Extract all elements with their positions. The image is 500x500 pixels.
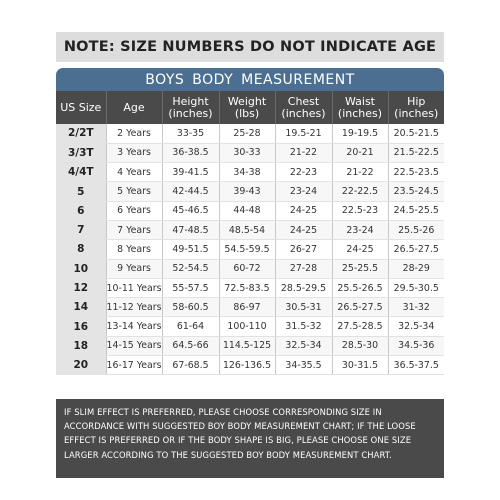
table-header-row (56, 91, 444, 124)
weight-cell: 39-43 (219, 182, 275, 201)
header-unit: (inches) (337, 106, 383, 120)
height-cell: 45-46.5 (162, 201, 219, 220)
fit-advice-footer: IF SLIM EFFECT IS PREFERRED, PLEASE CHOOSE CORRESPONDING SIZE IN ACCORDANCE WITH SUGGESTED BOY BODY MEASUREMENT CHART; IF THE LOOSE EFFECT IS PREFERRED OR IF THE BODY SHAPE IS BIG, PLEASE CHOOSE ONE SIZE LARGER ACCORDING TO THE SUGGESTED BOY BODY MEASUREMENT CHART. (56, 399, 444, 478)
size-cell: 8 (56, 240, 106, 259)
waist-cell: 26.5-27.5 (332, 298, 388, 317)
weight-cell: 114.5-125 (219, 336, 275, 355)
header-chest (275, 91, 332, 124)
hip-cell: 26.5-27.5 (388, 240, 444, 259)
height-cell: 52-54.5 (162, 259, 219, 278)
age-note-banner: NOTE: SIZE NUMBERS DO NOT INDICATE AGE (56, 32, 444, 62)
height-cell: 42-44.5 (162, 182, 219, 201)
hip-cell: 22.5-23.5 (388, 163, 444, 182)
chart-title: BOYS BODY MEASUREMENT (56, 68, 444, 91)
table-row (56, 259, 444, 278)
header-age (106, 91, 162, 124)
age-cell: 9 Years (106, 259, 162, 278)
header-label: Weight (227, 94, 267, 108)
size-cell: 12 (56, 278, 106, 297)
age-cell: 2 Years (106, 124, 162, 143)
size-cell: 5 (56, 182, 106, 201)
table-row (56, 278, 444, 297)
header-unit: (inches) (281, 106, 326, 120)
weight-cell: 54.5-59.5 (219, 240, 275, 259)
age-cell: 16-17 Years (106, 356, 162, 375)
table-row (56, 317, 444, 336)
size-cell: 7 (56, 220, 106, 239)
header-label: Age (123, 100, 145, 114)
age-cell: 14-15 Years (106, 336, 162, 355)
size-cell: 16 (56, 317, 106, 336)
header-label: US Size (60, 100, 102, 114)
hip-cell: 28-29 (388, 259, 444, 278)
size-cell: 10 (56, 259, 106, 278)
waist-cell: 30-31.5 (332, 356, 388, 375)
chest-cell: 28.5-29.5 (275, 278, 332, 297)
hip-cell: 23.5-24.5 (388, 182, 444, 201)
waist-cell: 19-19.5 (332, 124, 388, 143)
hip-cell: 21.5-22.5 (388, 143, 444, 162)
header-label: Chest (287, 94, 320, 108)
weight-cell: 100-110 (219, 317, 275, 336)
waist-cell: 22.5-23 (332, 201, 388, 220)
chest-cell: 30.5-31 (275, 298, 332, 317)
weight-cell: 48.5-54 (219, 220, 275, 239)
weight-cell: 60-72 (219, 259, 275, 278)
hip-cell: 36.5-37.5 (388, 356, 444, 375)
age-cell: 5 Years (106, 182, 162, 201)
age-cell: 8 Years (106, 240, 162, 259)
chest-cell: 21-22 (275, 143, 332, 162)
height-cell: 55-57.5 (162, 278, 219, 297)
height-cell: 36-38.5 (162, 143, 219, 162)
waist-cell: 27.5-28.5 (332, 317, 388, 336)
age-cell: 6 Years (106, 201, 162, 220)
age-cell: 13-14 Years (106, 317, 162, 336)
weight-cell: 126-136.5 (219, 356, 275, 375)
chest-cell: 32.5-34 (275, 336, 332, 355)
waist-cell: 22-22.5 (332, 182, 388, 201)
size-cell: 2/2T (56, 124, 106, 143)
header-unit: (inches) (168, 106, 213, 120)
weight-cell: 25-28 (219, 124, 275, 143)
table-row (56, 163, 444, 182)
age-cell: 3 Years (106, 143, 162, 162)
measurement-table (56, 91, 444, 375)
header-waist (332, 91, 388, 124)
chest-cell: 31.5-32 (275, 317, 332, 336)
size-cell: 4/4T (56, 163, 106, 182)
height-cell: 58-60.5 (162, 298, 219, 317)
size-cell: 6 (56, 201, 106, 220)
table-row (56, 220, 444, 239)
size-cell: 14 (56, 298, 106, 317)
waist-cell: 20-21 (332, 143, 388, 162)
weight-cell: 44-48 (219, 201, 275, 220)
table-row (56, 356, 444, 375)
height-cell: 64.5-66 (162, 336, 219, 355)
waist-cell: 25.5-26.5 (332, 278, 388, 297)
chest-cell: 22-23 (275, 163, 332, 182)
hip-cell: 25.5-26 (388, 220, 444, 239)
height-cell: 61-64 (162, 317, 219, 336)
size-cell: 18 (56, 336, 106, 355)
hip-cell: 32.5-34 (388, 317, 444, 336)
age-cell: 7 Years (106, 220, 162, 239)
chest-cell: 26-27 (275, 240, 332, 259)
table-row (56, 240, 444, 259)
header-hip (388, 91, 444, 124)
table-row (56, 143, 444, 162)
header-unit: (lbs) (234, 106, 260, 120)
age-cell: 10-11 Years (106, 278, 162, 297)
header-label: Height (172, 94, 209, 108)
table-row (56, 336, 444, 355)
header-height (162, 91, 219, 124)
chest-cell: 23-24 (275, 182, 332, 201)
height-cell: 39-41.5 (162, 163, 219, 182)
age-cell: 4 Years (106, 163, 162, 182)
height-cell: 33-35 (162, 124, 219, 143)
table-body (56, 124, 444, 375)
header-label: Waist (344, 94, 375, 108)
age-cell: 11-12 Years (106, 298, 162, 317)
header-us-size (56, 91, 106, 124)
height-cell: 47-48.5 (162, 220, 219, 239)
waist-cell: 23-24 (332, 220, 388, 239)
table-row (56, 201, 444, 220)
table-row (56, 124, 444, 143)
waist-cell: 24-25 (332, 240, 388, 259)
chest-cell: 34-35.5 (275, 356, 332, 375)
chest-cell: 24-25 (275, 220, 332, 239)
hip-cell: 20.5-21.5 (388, 124, 444, 143)
weight-cell: 72.5-83.5 (219, 278, 275, 297)
height-cell: 49-51.5 (162, 240, 219, 259)
header-unit: (inches) (394, 106, 439, 120)
chest-cell: 24-25 (275, 201, 332, 220)
size-cell: 3/3T (56, 143, 106, 162)
header-label: Hip (407, 94, 426, 108)
chest-cell: 19.5-21 (275, 124, 332, 143)
header-weight (219, 91, 275, 124)
waist-cell: 21-22 (332, 163, 388, 182)
waist-cell: 28.5-30 (332, 336, 388, 355)
weight-cell: 34-38 (219, 163, 275, 182)
hip-cell: 34.5-36 (388, 336, 444, 355)
hip-cell: 24.5-25.5 (388, 201, 444, 220)
height-cell: 67-68.5 (162, 356, 219, 375)
chest-cell: 27-28 (275, 259, 332, 278)
weight-cell: 30-33 (219, 143, 275, 162)
hip-cell: 29.5-30.5 (388, 278, 444, 297)
hip-cell: 31-32 (388, 298, 444, 317)
weight-cell: 86-97 (219, 298, 275, 317)
waist-cell: 25-25.5 (332, 259, 388, 278)
size-cell: 20 (56, 356, 106, 375)
table-row (56, 182, 444, 201)
table-row (56, 298, 444, 317)
